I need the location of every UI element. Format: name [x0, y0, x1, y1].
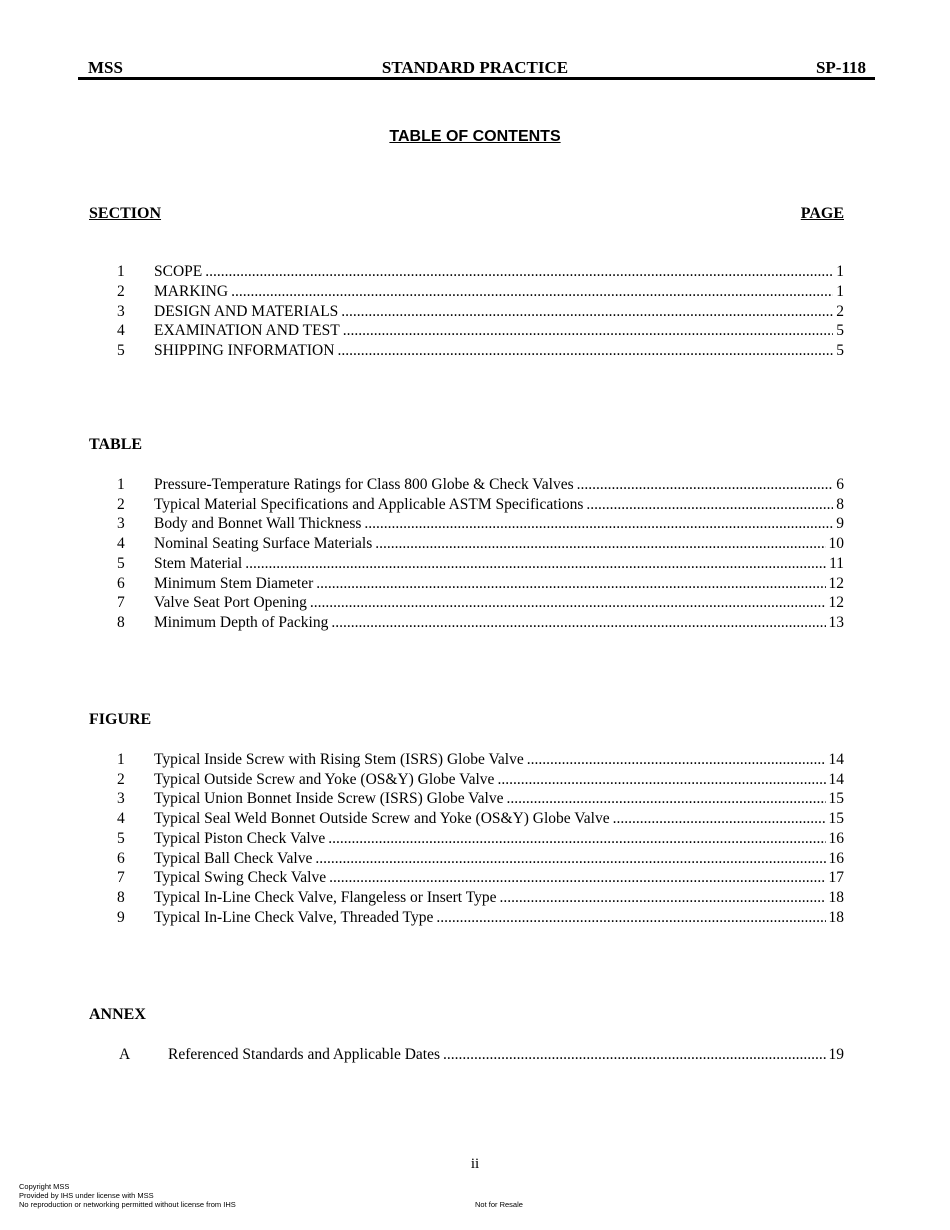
toc-entry-table-5: [0, 554, 950, 574]
dot-leader: [245, 554, 826, 574]
toc-entry-title: Typical Seal Weld Bonnet Outside Screw and Yoke (OS&Y) Globe Valve: [154, 810, 610, 828]
toc-entry-figure-9: [0, 908, 950, 928]
dot-leader: [331, 613, 825, 633]
toc-entry-title: Typical Material Specifications and Applicable ASTM Specifications: [154, 495, 584, 513]
dot-leader: [328, 829, 825, 849]
toc-entry-title: DESIGN AND MATERIALS: [154, 302, 339, 320]
dot-leader: [310, 593, 826, 613]
toc-entry-number: 7: [117, 594, 125, 612]
toc-entry-number: 5: [117, 829, 125, 847]
toc-entry-section-5: [0, 341, 950, 361]
toc-entry-page: 18: [828, 888, 844, 906]
toc-entry-number: 2: [117, 770, 125, 788]
toc-entry-number: 5: [117, 342, 125, 359]
toc-entry-title: Typical Union Bonnet Inside Screw (ISRS) Globe Valve: [154, 790, 504, 808]
toc-entry-annex-A: [0, 1045, 950, 1065]
dot-leader: [436, 908, 825, 928]
toc-entry-page: 5: [836, 342, 844, 359]
toc-entry-number: 3: [117, 302, 125, 320]
toc-entry-page: 15: [828, 810, 844, 828]
toc-entry-figure-1: [0, 750, 950, 770]
header-center: STANDARD PRACTICE: [381, 58, 569, 77]
toc-entry-page: 12: [828, 574, 844, 592]
toc-entry-page: 14: [828, 770, 844, 788]
toc-entry-title: Typical Inside Screw with Rising Stem (ISRS) Globe Valve: [154, 751, 524, 768]
toc-entry-title: EXAMINATION AND TEST: [154, 322, 340, 340]
toc-entry-title: MARKING: [154, 282, 229, 300]
dot-leader: [577, 475, 834, 495]
toc-entry-table-2: [0, 495, 950, 515]
toc-entry-title: Typical Outside Screw and Yoke (OS&Y) Globe Valve: [154, 770, 495, 788]
toc-entry-title: Typical Swing Check Valve: [154, 869, 327, 887]
toc-entry-title: Stem Material: [154, 554, 243, 572]
toc-entry-title: Typical Ball Check Valve: [154, 849, 313, 867]
footer-copyright: Copyright MSS: [19, 1182, 70, 1191]
toc-entry-number: 8: [117, 613, 125, 631]
section-heading: SECTION: [89, 205, 162, 222]
toc-entry-number: 5: [117, 554, 125, 572]
toc-entry-title: Typical Piston Check Valve: [154, 829, 326, 847]
toc-entry-page: 16: [828, 829, 844, 847]
dot-leader: [527, 750, 826, 770]
toc-entry-page: 17: [828, 869, 844, 887]
toc-entry-title: Minimum Stem Diameter: [154, 574, 314, 592]
toc-entry-section-4: [0, 321, 950, 341]
footer-not-for-resale: Not for Resale: [475, 1200, 523, 1209]
footer-reproduction: No reproduction or networking permitted without license from IHS: [19, 1200, 236, 1209]
toc-entry-number: 4: [117, 322, 125, 340]
toc-entry-table-1: [0, 475, 950, 495]
dot-leader: [497, 770, 825, 790]
toc-entry-number: 1: [117, 751, 125, 768]
table-heading: TABLE: [89, 436, 143, 453]
page-column-heading: PAGE: [800, 205, 844, 222]
dot-leader: [375, 534, 825, 554]
toc-entry-number: 2: [117, 495, 125, 513]
toc-entry-section-2: [0, 282, 950, 302]
page-number: ii: [470, 1156, 480, 1172]
toc-entry-number: 4: [117, 535, 125, 553]
toc-entry-title: Minimum Depth of Packing: [154, 613, 329, 631]
toc-entry-page: 19: [828, 1046, 844, 1063]
footer-license: [19, 1182, 236, 1209]
dot-leader: [343, 321, 834, 341]
toc-entry-title: Referenced Standards and Applicable Dates: [168, 1046, 441, 1063]
annex-heading: ANNEX: [89, 1006, 146, 1023]
dot-leader: [341, 302, 833, 322]
toc-entry-figure-6: [0, 849, 950, 869]
dot-leader: [315, 849, 825, 869]
toc-entry-page: 14: [828, 751, 844, 768]
header-right: SP-118: [815, 58, 866, 77]
toc-entry-page: 13: [828, 613, 844, 631]
toc-entry-number: 7: [117, 869, 125, 887]
toc-entry-figure-2: [0, 770, 950, 790]
toc-entry-page: 1: [836, 282, 844, 300]
toc-entry-figure-8: [0, 888, 950, 908]
toc-entry-section-3: [0, 302, 950, 322]
dot-leader: [337, 341, 833, 361]
toc-entry-page: 9: [836, 515, 844, 533]
toc-entry-page: 1: [836, 263, 844, 280]
dot-leader: [586, 495, 833, 515]
toc-entry-title: SCOPE: [154, 263, 203, 280]
toc-entry-title: Body and Bonnet Wall Thickness: [154, 515, 362, 533]
toc-entry-number: 2: [117, 282, 125, 300]
toc-entry-number: 4: [117, 810, 125, 828]
dot-leader: [506, 789, 825, 809]
toc-entry-page: 8: [836, 495, 844, 513]
toc-entry-figure-4: [0, 809, 950, 829]
dot-leader: [443, 1045, 825, 1065]
toc-entry-title: Typical In-Line Check Valve, Threaded Type: [154, 908, 434, 926]
toc-entry-number: 6: [117, 574, 125, 592]
toc-entry-table-7: [0, 593, 950, 613]
toc-entry-page: 16: [828, 849, 844, 867]
dot-leader: [364, 514, 833, 534]
toc-entry-page: 5: [836, 322, 844, 340]
toc-entry-title: SHIPPING INFORMATION: [154, 342, 335, 359]
toc-entry-figure-5: [0, 829, 950, 849]
toc-entry-page: 6: [836, 476, 844, 493]
toc-entry-page: 11: [829, 554, 844, 572]
toc-entry-title: Typical In-Line Check Valve, Flangeless or Insert Type: [154, 888, 497, 906]
toc-entry-number: 9: [117, 908, 125, 926]
toc-entry-number: 3: [117, 790, 125, 808]
toc-entry-page: 15: [828, 790, 844, 808]
toc-entry-table-8: [0, 613, 950, 633]
toc-entry-title: Pressure-Temperature Ratings for Class 800 Globe & Check Valves: [154, 476, 574, 493]
toc-entry-table-4: [0, 534, 950, 554]
toc-entry-number: A: [119, 1046, 131, 1063]
dot-leader: [329, 868, 825, 888]
toc-entry-page: 10: [828, 535, 844, 553]
toc-entry-number: 1: [117, 263, 125, 280]
toc-entry-page: 2: [836, 302, 844, 320]
toc-entry-number: 8: [117, 888, 125, 906]
toc-entry-number: 3: [117, 515, 125, 533]
toc-entry-page: 12: [828, 594, 844, 612]
toc-entry-number: 1: [117, 476, 125, 493]
toc-entry-title: Nominal Seating Surface Materials: [154, 535, 373, 553]
dot-leader: [205, 262, 833, 282]
dot-leader: [499, 888, 825, 908]
header-left: MSS: [88, 58, 123, 77]
toc-entry-table-3: [0, 514, 950, 534]
dot-leader: [231, 282, 833, 302]
toc-entry-table-6: [0, 574, 950, 594]
toc-entry-figure-3: [0, 789, 950, 809]
toc-entry-page: 18: [828, 908, 844, 926]
footer-provided: Provided by IHS under license with MSS: [19, 1191, 154, 1200]
toc-entry-title: Valve Seat Port Opening: [154, 594, 307, 612]
page-title: TABLE OF CONTENTS: [389, 128, 561, 145]
dot-leader: [613, 809, 826, 829]
dot-leader: [316, 574, 825, 594]
toc-entry-figure-7: [0, 868, 950, 888]
toc-entry-section-1: [0, 262, 950, 282]
toc-entry-number: 6: [117, 849, 125, 867]
figure-heading: FIGURE: [89, 711, 152, 728]
header-rule: [78, 77, 875, 80]
